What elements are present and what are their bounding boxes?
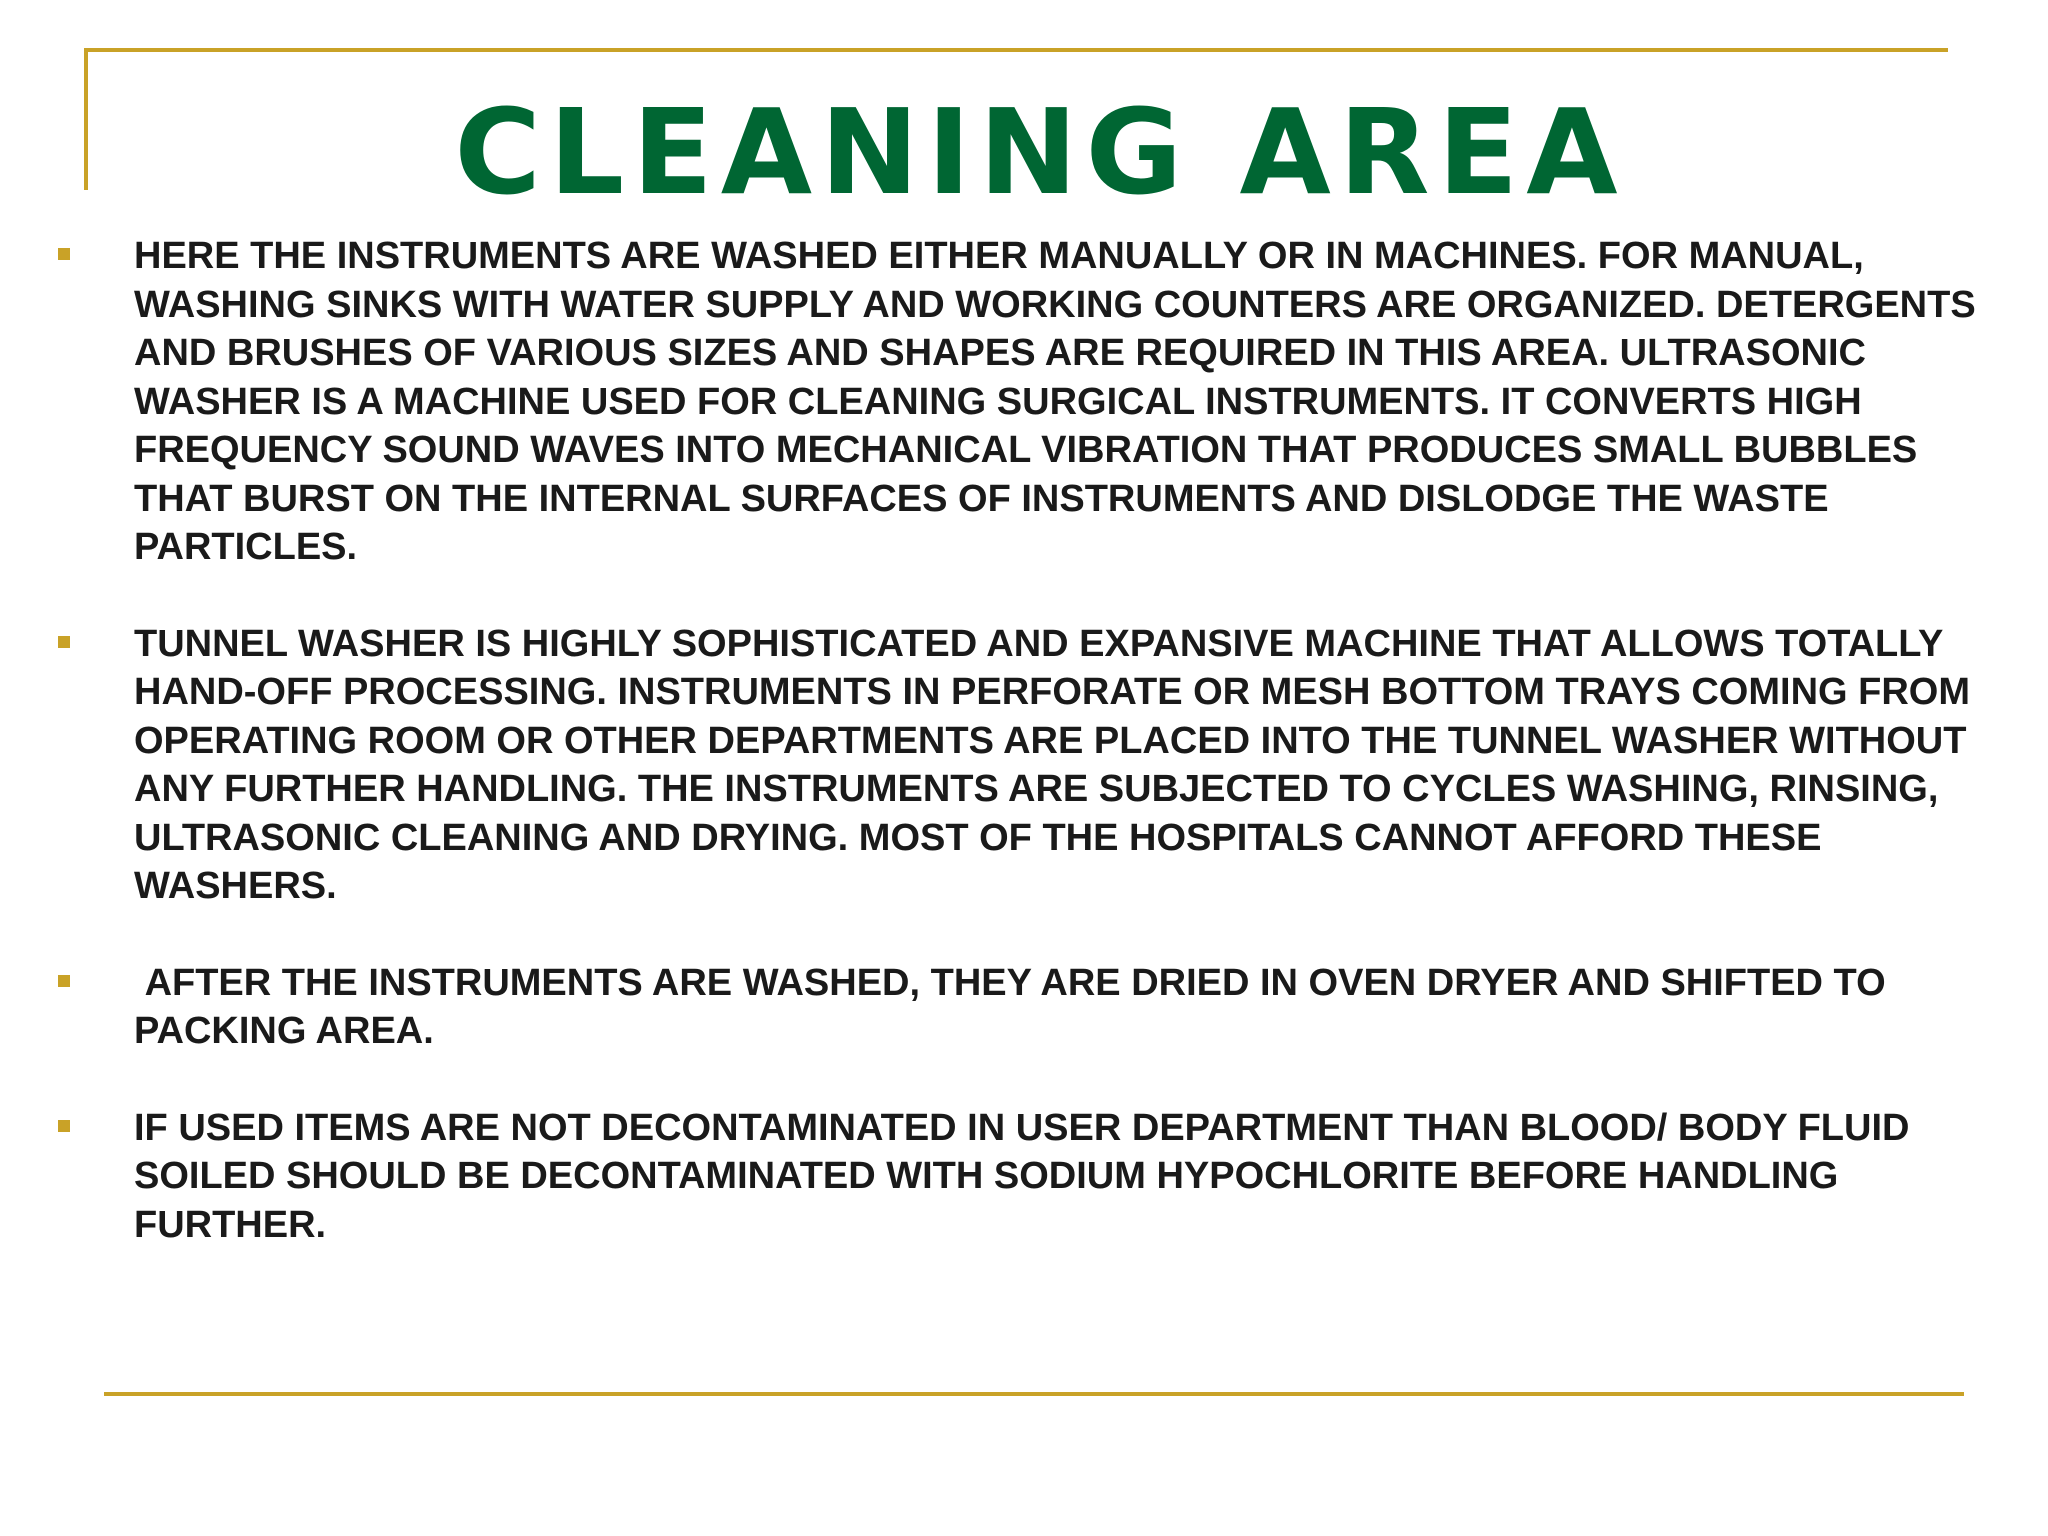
- bullet-list: [52, 232, 2012, 1297]
- bullet-item: [52, 959, 2012, 1056]
- bullet-text: HERE THE INSTRUMENTS ARE WASHED EITHER MANUALLY OR IN MACHINES. FOR MANUAL, WASHING SINKS WITH WATER SUPPLY AND WORKING COUNTERS ARE ORGANIZED. DETERGENTS AND BRUSHES OF VARIOUS SIZES AND SHAPES ARE REQUIRED IN THIS AREA. ULTRASONIC WASHER IS A MACHINE USED FOR CLEANING SURGICAL INSTRUMENTS. IT CONVERTS HIGH FREQUENCY SOUND WAVES INTO MECHANICAL VIBRATION THAT PRODUCES SMALL BUBBLES THAT BURST ON THE INTERNAL SURFACES OF INSTRUMENTS AND DISLODGE THE WASTE PARTICLES.: [134, 235, 1976, 568]
- bullet-item: [52, 1104, 2012, 1250]
- square-bullet-icon: [58, 1120, 70, 1132]
- bullet-text: IF USED ITEMS ARE NOT DECONTAMINATED IN USER DEPARTMENT THAN BLOOD/ BODY FLUID SOILED SHOULD BE DECONTAMINATED WITH SODIUM HYPOCHLORITE BEFORE HANDLING FURTHER.: [134, 1106, 1910, 1246]
- left-frame-line: [84, 48, 88, 190]
- square-bullet-icon: [58, 975, 70, 987]
- bullet-item: [52, 620, 2012, 911]
- square-bullet-icon: [58, 248, 70, 260]
- square-bullet-icon: [58, 636, 70, 648]
- bullet-item: [52, 232, 2012, 572]
- bullet-text: AFTER THE INSTRUMENTS ARE WASHED, THEY ARE DRIED IN OVEN DRYER AND SHIFTED TO PACKING AREA.: [134, 961, 1897, 1052]
- slide-title: CLEANING AREA: [454, 83, 1626, 221]
- top-frame-line: [84, 48, 1948, 52]
- bottom-frame-line: [104, 1392, 1964, 1396]
- bullet-text: TUNNEL WASHER IS HIGHLY SOPHISTICATED AND EXPANSIVE MACHINE THAT ALLOWS TOTALLY HAND-OFF PROCESSING. INSTRUMENTS IN PERFORATE OR MESH BOTTOM TRAYS COMING FROM OPERATING ROOM OR OTHER DEPARTMENTS ARE PLACED INTO THE TUNNEL WASHER WITHOUT ANY FURTHER HANDLING. THE INSTRUMENTS ARE SUBJECTED TO CYCLES WASHING, RINSING, ULTRASONIC CLEANING AND DRYING. MOST OF THE HOSPITALS CANNOT AFFORD THESE WASHERS.: [134, 622, 1971, 907]
